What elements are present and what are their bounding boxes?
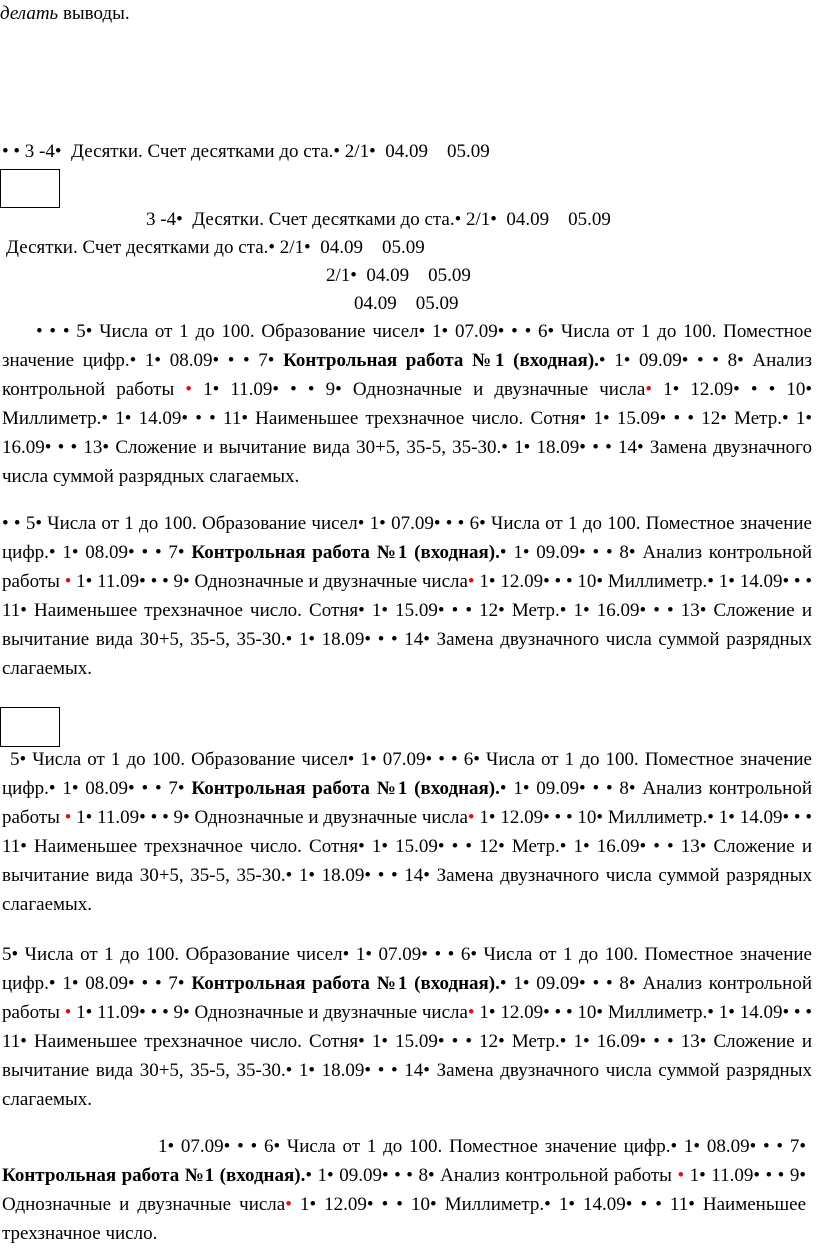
paragraph-text: 1• 12.09• • • 10• Миллиметр.• 1• 14.09• • • 11• Наименьшее трехзначное число. (2, 1194, 806, 1244)
paragraph-text: • 1• 09.09• • • 8• Анализ контрольной работы (2, 542, 813, 592)
lesson-line-4: 2/1• 04.09 05.09 (326, 265, 471, 286)
lesson-paragraph-1 (2, 317, 812, 491)
lead-dots: • • • (36, 321, 77, 342)
paragraph-text: • 1• 09.09• • • 8• Анализ контрольной работы (2, 350, 812, 400)
paragraph-text: 1• 11.09• • • 9• Однозначные и двузначные числа (71, 571, 468, 592)
red-dot: • (64, 571, 72, 592)
paragraph-text: 1• 11.09• • • 9• Однозначные и двузначные числа (71, 1002, 468, 1023)
paragraph-text: 5• Числа от 1 до 100. Образование чисел• 1• 07.09• • • 6• Числа от 1 до 100. Поместное значение цифр.• 1• 08.09• • • 7• (2, 749, 812, 799)
paragraph-text: 5• Числа от 1 до 100. Образование чисел• 1• 07.09• • • 6• Числа от 1 до 100. Поместное значение цифр.• 1• 08.09• • • 7• (2, 321, 812, 371)
paragraph-text: 1• 11.09• • • 9• Однозначные и двузначные числа (192, 379, 646, 400)
red-dot: • (285, 1194, 292, 1215)
paragraph-text: • 1• 09.09• • • 8• Анализ контрольной работы (2, 973, 813, 1023)
paragraph-text: 1• 12.09• • • 10• Миллиметр.• 1• 14.09• • • 11• Наименьшее трехзначное число. Сотня• 1• 15.09• • • 12• Метр.• 1• 16.09• • • 13• Сложение и вычитание вида 30+5, 35-5, 35-30.• 1• 18.09• • • 14• Замена двузначного числа суммой разрядных слагаемых. (2, 1002, 812, 1110)
paragraph-text: • 1• 09.09• • • 8• Анализ контрольной работы (2, 778, 813, 828)
lesson-paragraph-3 (2, 745, 812, 919)
lesson-paragraph-5 (2, 1132, 806, 1248)
lesson-line-1: • • 3 -4• Десятки. Счет десятками до ста.• 2/1• 04.09 05.09 (2, 141, 490, 162)
lead-dots: • • (2, 513, 26, 534)
bold-heading: Контрольная работа №1 (входная). (283, 350, 599, 371)
paragraph-text: 1• 11.09• • • 9• Однозначные и двузначные числа (71, 807, 468, 828)
paragraph-text: 1• 12.09• • • 10• Миллиметр.• 1• 14.09• • • 11• Наименьшее трехзначное число. Сотня• 1• 15.09• • • 12• Метр.• 1• 16.09• • • 13• Сложение и вычитание вида 30+5, 35-5, 35-30.• 1• 18.09• • • 14• Замена двузначного числа суммой разрядных слагаемых. (2, 379, 813, 487)
lesson-line-5: 04.09 05.09 (354, 293, 459, 314)
paragraph-text: 1• 11.09• • • 9• Однозначные и двузначные числа (2, 1165, 806, 1215)
bold-heading: Контрольная работа №1 (входная). (2, 1165, 306, 1186)
red-dot: • (467, 1002, 475, 1023)
lesson-line-2: 3 -4• Десятки. Счет десятками до ста.• 2/1• 04.09 05.09 (146, 209, 611, 230)
paragraph-text: 1• 12.09• • • 10• Миллиметр.• 1• 14.09• • • 11• Наименьшее трехзначное число. Сотня• 1• 15.09• • • 12• Метр.• 1• 16.09• • • 13• Сложение и вычитание вида 30+5, 35-5, 35-30.• 1• 18.09• • • 14• Замена двузначного числа суммой разрядных слагаемых. (2, 807, 812, 915)
lesson-line-3: Десятки. Счет десятками до ста.• 2/1• 04.09 05.09 (6, 237, 425, 258)
bold-heading: Контрольная работа №1 (входная). (191, 542, 500, 563)
paragraph-text: 5• Числа от 1 до 100. Образование чисел• 1• 07.09• • • 6• Числа от 1 до 100. Поместное значение цифр.• 1• 08.09• • • 7• (2, 944, 812, 994)
intro-italic: делать (0, 3, 59, 24)
red-dot: • (645, 379, 652, 400)
paragraph-text: 1• 07.09• • • 6• Числа от 1 до 100. Поместное значение цифр.• 1• 08.09• • • 7• (158, 1136, 806, 1157)
paragraph-text: 5• Числа от 1 до 100. Образование чисел• 1• 07.09• • • 6• Числа от 1 до 100. Поместное значение цифр.• 1• 08.09• • • 7• (2, 513, 812, 563)
empty-box-1 (0, 169, 60, 208)
paragraph-text: • 1• 09.09• • • 8• Анализ контрольной работы (305, 1165, 678, 1186)
paragraph-text: 1• 12.09• • • 10• Миллиметр.• 1• 14.09• • • 11• Наименьшее трехзначное число. Сотня• 1• 15.09• • • 12• Метр.• 1• 16.09• • • 13• Сложение и вычитание вида 30+5, 35-5, 35-30.• 1• 18.09• • • 14• Замена двузначного числа суммой разрядных слагаемых. (2, 571, 812, 679)
empty-box-2 (0, 707, 60, 747)
lesson-paragraph-4 (2, 940, 812, 1114)
red-dot: • (467, 807, 475, 828)
bold-heading: Контрольная работа №1 (входная). (191, 973, 500, 994)
red-dot: • (185, 379, 192, 400)
bold-heading: Контрольная работа №1 (входная). (191, 778, 500, 799)
lesson-paragraph-2 (2, 509, 812, 683)
red-dot: • (467, 571, 475, 592)
intro-line (0, 0, 130, 28)
intro-rest: выводы. (58, 3, 130, 24)
red-dot: • (677, 1165, 685, 1186)
red-dot: • (64, 807, 72, 828)
red-dot: • (64, 1002, 72, 1023)
